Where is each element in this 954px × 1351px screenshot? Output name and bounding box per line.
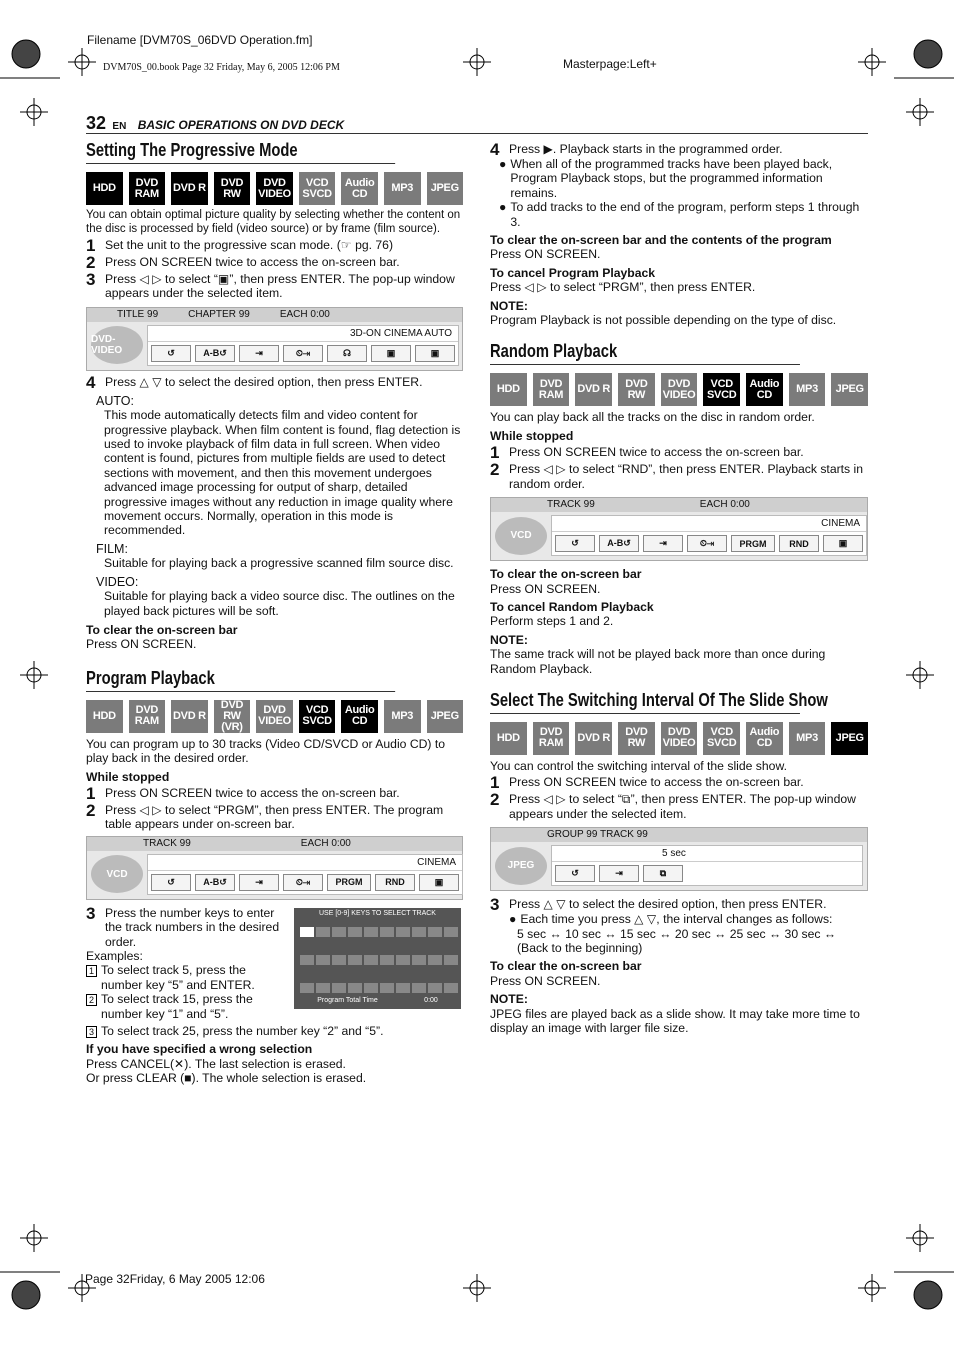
osd-each: EACH 0:00 [279,308,330,320]
wrong-head: If you have specified a wrong selection [86,1042,313,1057]
badge-dvd-ram: DVD RAM [533,722,570,755]
osd-group: GROUP 99 TRACK 99 [547,829,648,841]
repeat-button[interactable]: ↺ [555,535,595,552]
badge-dvd-rw: DVD RW [618,373,655,406]
progressive-intro: You can obtain optimal picture quality by selecting whether the content on the disc is processed by field (video source) or by frame (film source). [86,209,461,235]
badge-dvd-rw: DVD RW [214,172,251,205]
program-table-title: USE [0-9] KEYS TO SELECT TRACK [319,909,436,917]
badge-hdd: HDD [86,700,123,733]
cancel-program-head: To cancel Program Playback [490,265,656,280]
program-step-4: Press ▶. Playback starts in the programmed order. [509,142,783,156]
random-intro: You can play back all the tracks on the disc in random order. [490,410,815,425]
slide-note-text: JPEG files are played back as a slide show. It may take more time to display an image with larger file size. [490,1006,860,1035]
badge-audio-cd: Audio CD [746,722,783,755]
examples-label: Examples: [86,948,143,963]
video-label: VIDEO: [96,574,139,589]
cancel-program-text: Press ◁ ▷ to select “PRGM”, then press ENTER. [490,280,756,295]
page-number: 32 [86,113,107,133]
clear-program-text: Press ON SCREEN. [490,247,601,262]
rnd-button[interactable]: RND [375,874,415,891]
badge-dvd-video: DVD VIDEO [256,700,293,733]
program-total-label: Program Total Time [317,996,378,1004]
badge-jpeg: JPEG [427,700,464,733]
badge-vcd: VCD SVCD [299,172,336,205]
slideshow-button[interactable]: ⧉ [643,865,683,882]
jpeg-disc-icon: JPEG [495,847,547,885]
program-step-3: Press the number keys to enter the track numbers in the desired order. [105,905,280,949]
program-bullet-1: When all of the programmed tracks have been played back, Program Playback stops, but the programmed information remains. [510,157,833,200]
osd-options: 3D-ON CINEMA AUTO [148,326,458,342]
skip-button[interactable]: ⇥ [643,535,683,552]
badge-dvd-video: DVD VIDEO [661,722,698,755]
random-clear-head: To clear the on-screen bar [490,567,642,582]
badge-dvd-video: DVD VIDEO [661,373,698,406]
program-intro: You can program up to 30 tracks (Video CD/SVCD or Audio CD) to play back in the desired order. [86,736,446,766]
time-skip-button[interactable]: ⏲⇥ [283,874,323,891]
osd-random [490,497,868,561]
badge-dvd-ram: DVD RAM [129,172,166,205]
ab-repeat-button[interactable]: A-B↺ [195,345,235,362]
audio-button[interactable]: ☊ [327,345,367,362]
osd-program [86,836,463,900]
filename-label: Filename [DVM70S_06DVD Operation.fm] [87,33,313,47]
osd-track: TRACK 99 [547,499,595,511]
osd-each: EACH 0:00 [300,837,351,849]
slide-step-3: Press △ ▽ to select the desired option, then press ENTER. [509,897,827,912]
progressive-step-1: Set the unit to the progressive scan mode. (☞ pg. 76) [105,238,394,252]
prgm-button[interactable]: PRGM [327,874,371,891]
rnd-button[interactable]: RND [779,535,819,552]
badge-mp3: MP3 [384,700,421,733]
badge-hdd: HDD [490,722,527,755]
program-while: While stopped [86,769,170,784]
program-title: Program Playback [86,668,395,692]
example-1: To select track 5, press the number key “5” and ENTER. [101,963,255,992]
badge-mp3: MP3 [789,373,826,406]
badge-dvd-r: DVD R [575,373,612,406]
program-total-time: 0:00 [424,996,438,1004]
right-column: 4 Press ▶. Playback starts in the programmed order. ● When all of the programmed tracks have been played back, Program Playback stops, but the programmed information remains. ● To add tracks to the end of the program, perform steps 1 through 3. To clear the on-screen bar and the contents of the program Press ON SCREEN. To cancel Program Playback Press ◁ ▷ to select “PRGM”, then press ENTER. NOTE: Program Playback is not possible depending on the type of disc. Random Playback HDD DVD RAM DVD R DVD RW DVD VIDEO VCD SVCD Audio CD MP3 JPEG You can play back all the tracks on the disc in random order. While stopped 1 Press ON SCREEN twice to access the on-screen bar. 2 Press ◁ ▷ to select “RND”, then press ENTER. Playback starts in random order. TRACK 99 EACH 0:00 VCD CINEMA ↺ A-B↺ ⇥ ⏲⇥ PRGM RND ▣ To clear the on-screen bar Press ON SCREEN. To cancel Random Playback Perform steps 1 and 2. NOTE: The same track will not be played back more than once during Random Playback. Select The Switching Interval Of The Slide Show HDD DVD RAM DVD R DVD RW DVD VIDEO VCD SVCD Audio CD MP3 JPEG You can control the switching interval of the slide show. 1 Press ON SCREEN twice to access the on-screen bar. 2 Press ◁ ▷ to select “⧉”, then press ENTER. The pop-up window appears under the selected item. GROUP 99 TRACK 99 JPEG 5 sec ↺ ⇥ ⧉ 3 Press △ ▽ to select the desired option, then press ENTER. ● Each time you press △ ▽, the interval changes as follows: 5 sec ↔ 10 sec ↔ 15 sec ↔ 20 sec ↔ 25 sec ↔ 30 sec ↔ (Back to the beginning) To clear the on-screen bar Press ON SCREEN. NOTE: JPEG files are played back as a slide show. It may take more time to display an image with larger file size. [490,140,868,1035]
dvd-video-disc-icon: DVD-VIDEO [91,326,143,364]
example-3: To select track 25, press the number key “2” and “5”. [101,1023,384,1038]
osd-chapter: CHAPTER 99 [188,308,250,320]
badge-vcd: VCD SVCD [703,722,740,755]
disc-badges-progressive [86,172,463,205]
vcd-disc-icon: VCD [91,855,143,893]
progressive-clear-text: Press ON SCREEN. [86,637,197,652]
program-bullet-2: To add tracks to the end of the program, perform steps 1 through 3. [510,200,860,229]
section-title: BASIC OPERATIONS ON DVD DECK [137,118,345,132]
skip-button[interactable]: ⇥ [239,874,279,891]
progressive-button[interactable]: ▣ [415,345,455,362]
badge-jpeg: JPEG [831,722,868,755]
random-clear-text: Press ON SCREEN. [490,581,601,596]
badge-vcd: VCD SVCD [703,373,740,406]
badge-audio-cd: Audio CD [746,373,783,406]
badge-dvd-ram: DVD RAM [129,700,166,733]
ab-repeat-button[interactable]: A-B↺ [195,874,235,891]
footer-text: Page 32Friday, 6 May 2005 12:06 [85,1272,265,1286]
auto-label: AUTO: [96,393,134,408]
badge-jpeg: JPEG [831,373,868,406]
repeat-button[interactable]: ↺ [151,874,191,891]
osd-slide [490,827,868,891]
repeat-button[interactable]: ↺ [151,345,191,362]
time-skip-button[interactable]: ⏲⇥ [687,535,727,552]
slide-bullet-1: Each time you press △ ▽, the interval changes as follows: [520,912,833,927]
screen-button[interactable]: ▣ [419,874,459,891]
progressive-step-2: Press ON SCREEN twice to access the on-screen bar. [105,255,400,269]
progressive-step-4: Press △ ▽ to select the desired option, then press ENTER. [105,374,423,389]
disc-badges-slide [490,722,868,755]
badge-audio-cd: Audio CD [341,700,378,733]
badge-hdd: HDD [490,373,527,406]
badge-dvd-rw: DVD RW [618,722,655,755]
auto-text: This mode automatically detects film and video content for progressive playback. When film content is found, flag detection is used to invoke playback of film data in full screen. When video content is found, pictures from multiple fields are used to detect sections with movement, and then this movement undergoes advanced image processing for output of sharp, detailed progressive images without any reduction in image quality where movement occurs. Normally, operation in this mode is recommended. [104,408,461,538]
progressive-step-3: Press ◁ ▷ to select “▣”, then press ENTER. The pop-up window appears under the selected item. [105,272,455,301]
video-text: Suitable for playing back a video source disc. The outlines on the played back pictures will be soft. [104,589,455,618]
time-skip-button[interactable]: ⏲⇥ [283,345,323,362]
badge-dvd-r: DVD R [171,700,208,733]
osd-track: TRACK 99 [143,837,191,849]
prgm-button[interactable]: PRGM [731,535,775,552]
vcd-disc-icon: VCD [495,517,547,555]
badge-jpeg: JPEG [427,172,464,205]
badge-dvd-r: DVD R [171,172,208,205]
program-step-2: Press ◁ ▷ to select “PRGM”, then press ENTER. The program table appears under on-screen bar. [105,802,444,832]
slide-step-2: Press ◁ ▷ to select “⧉”, then press ENTER. The pop-up window appears under the selected item. [509,792,856,821]
film-text: Suitable for playing back a progressive scanned film source disc. [104,556,454,571]
skip-button[interactable]: ⇥ [599,865,639,882]
example-2: To select track 15, press the number key “1” and “5”. [101,992,253,1021]
badge-mp3: MP3 [384,172,421,205]
slide-clear-text: Press ON SCREEN. [490,973,601,988]
book-info: DVM70S_00.book Page 32 Friday, May 6, 2005 12:06 PM [103,62,340,73]
random-note-text: The same track will not be played back more than once during Random Playback. [490,647,826,676]
skip-button[interactable]: ⇥ [239,345,279,362]
random-step-1: Press ON SCREEN twice to access the on-screen bar. [509,445,804,460]
osd-options: CINEMA [552,516,866,532]
badge-dvd-rw: DVD RW (VR) [214,700,251,733]
random-while: While stopped [490,428,574,443]
program-step-1: Press ON SCREEN twice to access the on-screen bar. [105,785,400,800]
osd-options: CINEMA [148,855,462,871]
badge-vcd: VCD SVCD [299,700,336,733]
program-table-grid [294,917,461,997]
wrong-text-1: Press CANCEL(✕). The last selection is erased. [86,1056,346,1071]
osd-each: EACH 0:00 [699,499,750,511]
progressive-title: Setting The Progressive Mode [86,140,395,164]
slide-step-1: Press ON SCREEN twice to access the on-screen bar. [509,775,804,790]
random-step-2: Press ◁ ▷ to select “RND”, then press ENTER. Playback starts in random order. [509,462,864,491]
wrong-text-2: Or press CLEAR (■). The whole selection is erased. [86,1070,367,1085]
slide-clear-head: To clear the on-screen bar [490,959,642,974]
badge-dvd-r: DVD R [575,722,612,755]
slide-title: Select The Switching Interval Of The Slide Show [490,690,800,714]
screen-button[interactable]: ▣ [823,535,863,552]
note-text: Program Playback is not possible depending on the type of disc. [490,313,837,328]
osd-options: 5 sec [552,846,862,862]
film-label: FILM: [96,541,128,556]
osd-title: TITLE 99 [117,308,159,320]
badge-hdd: HDD [86,172,123,205]
repeat-button[interactable]: ↺ [555,865,595,882]
left-column: Setting The Progressive Mode HDD DVD RAM DVD R DVD RW DVD VIDEO VCD SVCD Audio CD MP3 JPEG You can obtain optimal picture quality by selecting whether the content on the disc is processed by field (video source) or by frame (film source). 1 Set the unit to the progressive scan mode. (☞ pg. 76) 2 Press ON SCREEN twice to access the on-screen bar. 3 Press ◁ ▷ to select “▣”, then press ENTER. The pop-up window appears under the selected item. TITLE 99 CHAPTER 99 EACH 0:00 DVD-VIDEO 3D-ON CINEMA AUTO ↺ A-B↺ ⇥ ⏲⇥ ☊ ▣ ▣ 4 Press △ ▽ to select the desired option, then press ENTER. AUTO: This mode automatically detects film and video content for progressive playback. When film content is found, flag detection is used to invoke playback of film data in full screen. When video content is found, pictures from multiple fields are used to detect sections with movement, and then this movement undergoes advanced image processing for output of sharp, detailed progressive images without any reduction in image quality where movement occurs. Normally, operation in this mode is recommended. FILM: Suitable for playing back a progressive scanned film source disc. VIDEO: Suitable for playing back a video source disc. The outlines on the played back pictures will be soft. To clear the on-screen bar Press ON SCREEN. Program Playback HDD DVD RAM DVD R DVD RW (VR) DVD VIDEO VCD SVCD Audio CD MP3 JPEG You can program up to 30 tracks (Video CD/SVCD or Audio CD) to play back in the desired order. While stopped 1 Press ON SCREEN twice to access the on-screen bar. 2 Press ◁ ▷ to select “PRGM”, then press ENTER. The program table appears under on-screen bar. TRACK 99 EACH 0:00 VCD CINEMA ↺ A-B↺ ⇥ ⏲⇥ PRGM RND ▣ 3 Press the number keys to enter the track numbers in the desired order. Examples: 1 To select track 5, press the number key “5” and ENTER. 2 To select track 15, press the number key “1” and “5”. USE [0-9] KEYS TO SELECT TRACK Program Total Time 0:00 3 To select track 25, press the number key “2” and “5”. If you have specified a wrong selection Press CANCEL(✕). The last selection is erased. Or press CLEAR (■). The whole selection is erased. [86,136,463,1085]
lang-label: EN [112,121,127,132]
screen-button[interactable]: ▣ [371,345,411,362]
osd-progressive [86,307,463,371]
badge-dvd-video: DVD VIDEO [256,172,293,205]
disc-badges-random [490,373,868,406]
random-title: Random Playback [490,341,800,365]
slide-note-head: NOTE: [490,992,528,1007]
program-table [294,908,461,1009]
progressive-clear-head: To clear the on-screen bar [86,622,238,637]
random-cancel-text: Perform steps 1 and 2. [490,614,614,629]
page-header [86,113,868,134]
random-note-head: NOTE: [490,632,528,647]
clear-program-head: To clear the on-screen bar and the contents of the program [490,233,832,248]
slide-bullet-1b: 5 sec ↔ 10 sec ↔ 15 sec ↔ 20 sec ↔ 25 sec ↔ 30 sec ↔ (Back to the beginning) [517,926,837,955]
slide-intro: You can control the switching interval of the slide show. [490,758,787,773]
badge-dvd-ram: DVD RAM [533,373,570,406]
note-head: NOTE: [490,298,528,313]
badge-mp3: MP3 [789,722,826,755]
random-cancel-head: To cancel Random Playback [490,599,654,614]
ab-repeat-button[interactable]: A-B↺ [599,535,639,552]
disc-badges-program [86,700,463,733]
badge-audio-cd: Audio CD [341,172,378,205]
masterpage-label: Masterpage:Left+ [563,57,657,71]
